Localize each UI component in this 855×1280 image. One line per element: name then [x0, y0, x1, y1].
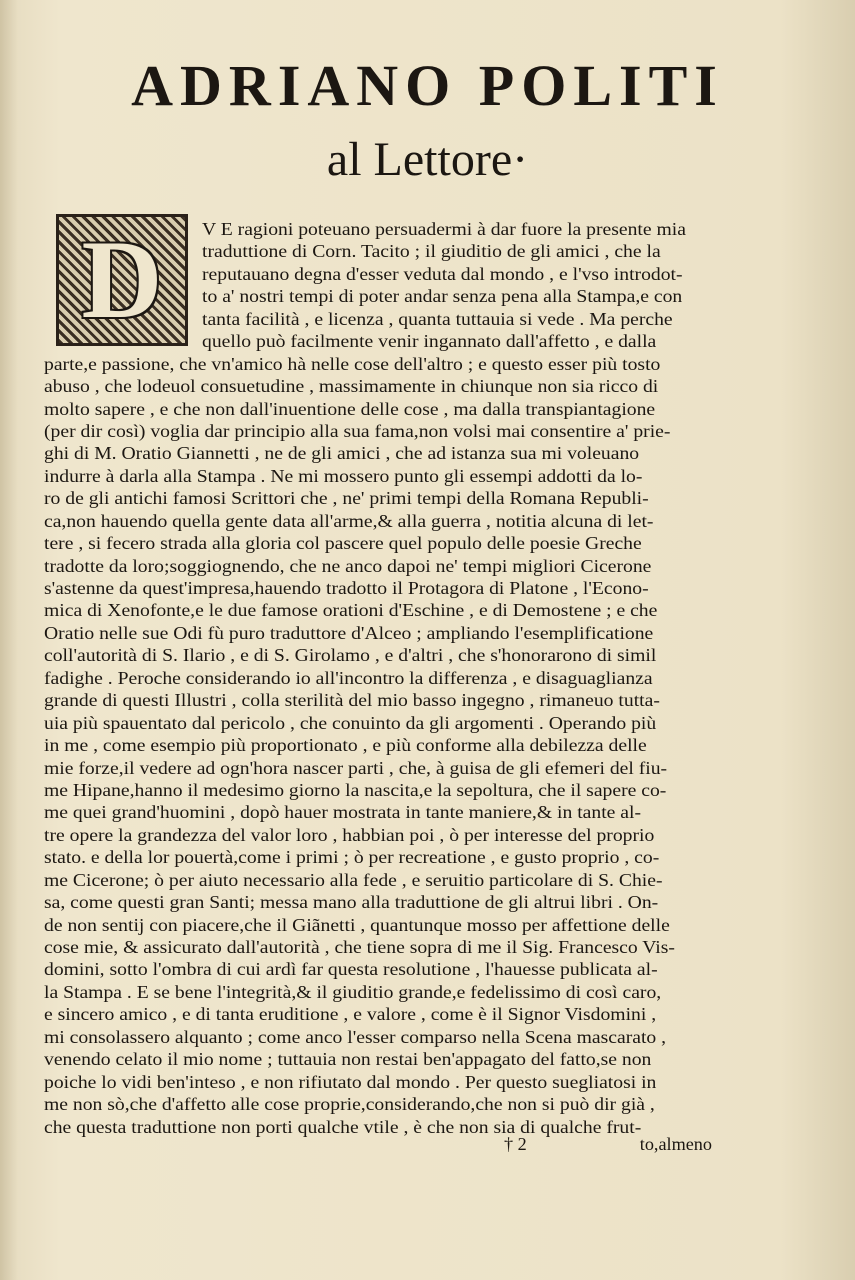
text-line: sa, come questi gran Santi; messa mano alla traduttione de gli altrui libri . On-	[44, 892, 659, 913]
text-line: stato. e della lor pouertà,come i primi ; ò per recreatione , e gusto proprio , co-	[44, 847, 660, 868]
text-line: me Cicerone; ò per aiuto necessario alla fede , e seruitio particolare di S. Chie-	[44, 869, 663, 890]
text-line: molto sapere , e che non dall'inuentione delle cose , ma dalla transpiantagione	[44, 398, 656, 419]
text-line: tere , si fecero strada alla gloria col pascere quel populo delle poesie Greche	[44, 533, 642, 554]
text-line: mie forze,il vedere ad ogn'hora nascer parti , che, à guisa de gli efemeri del fiu-	[44, 757, 668, 778]
text-line: de non sentij con piacere,che il Giãnetti , quantunque mosso per affettione delle	[44, 914, 670, 935]
text-line: V E ragioni poteuano persuadermi à dar fuore la presente mia	[202, 219, 686, 239]
text-line: che questa traduttione non porti qualche vtile , è che non sia di qualche frut-	[44, 1116, 642, 1137]
text-line: cose mie, & assicurato dall'autorità , che tiene sopra di me il Sig. Francesco Vis-	[44, 937, 675, 957]
text-line: fadighe . Peroche considerando io all'incontro la differenza , e disaguaglianza	[44, 667, 653, 688]
text-line: ro de gli antichi famosi Scrittori che , ne' primi tempi della Romana Republi-	[44, 488, 649, 509]
text-line: tradotte da loro;soggiognendo, che ne anco dapoi ne' tempi migliori Cicerone	[44, 555, 652, 576]
text-line: ca,non hauendo quella gente data all'arme,& alla guerra , notitia alcuna di let-	[44, 510, 654, 531]
text-line: la Stampa . E se bene l'integrità,& il giuditio grande,e fedelissimo di così caro,	[44, 981, 662, 1002]
text-line: venendo celato il mio nome ; tuttauia non restai ben'appagato del fatto,se non	[44, 1049, 652, 1070]
text-line: mica di Xenofonte,e le due famose orationi d'Eschine , e di Demostene ; e che	[44, 600, 658, 621]
text-line: grande di questi Illustri , colla sterilità del mio basso ingegno , rimaneuo tutta-	[44, 690, 660, 711]
text-line: me Hipane,hanno il medesimo giorno la nascita,e la sepoltura, che il sapere co-	[44, 779, 667, 800]
text-line: quello può facilmente venir ingannato dall'affetto , e dalla	[202, 331, 657, 352]
page-footer	[44, 1134, 716, 1158]
text-line: ghi di M. Oratio Giannetti , ne de gli amici , che ad istanza sua mi voleuano	[44, 443, 640, 464]
text-line: e sincero amico , e di tanta eruditione , e valore , come è il Signor Visdomini ,	[44, 1004, 657, 1025]
decorated-initial-letter: D	[81, 217, 163, 342]
text-line: reputauano degna d'esser veduta dal mondo , e l'vso introdot-	[202, 263, 683, 284]
text-line: to a' nostri tempi di poter andar senza pena alla Stampa,e con	[202, 286, 683, 307]
text-line: me quei grand'huomini , dopò hauer mostrata in tante maniere,& in tante al-	[44, 802, 642, 823]
text-line: in me , come esempio più proportionato , e più conforme alla debilezza delle	[44, 735, 647, 756]
text-line: domini, sotto l'ombra di cui ardì far questa resolutione , l'hauesse publicata al-	[44, 959, 658, 980]
signature-mark: † 2	[504, 1134, 527, 1154]
text-line: me non sò,che d'affetto alle cose proprie,considerando,che non si può dir già ,	[44, 1094, 655, 1115]
page-title: ADRIANO POLITI	[131, 53, 724, 118]
text-line: parte,e passione, che vn'amico hà nelle cose dell'altro ; e questo esser più tosto	[44, 353, 661, 374]
text-line: abuso , che lodeuol consuetudine , massimamente in chiunque non sia ricco di	[44, 376, 659, 397]
text-line: uia più spauentato dal pericolo , che conuinto da gli argomenti . Operando più	[44, 712, 657, 733]
text-line: coll'autorità di S. Ilario , e di S. Girolamo , e d'altri , che s'honorarono di simil	[44, 645, 657, 666]
text-line: mi consolassero alquanto ; come anco l'esser comparso nella Scena mascarato ,	[44, 1026, 667, 1047]
text-line: traduttione di Corn. Tacito ; il giuditio de gli amici , che la	[202, 241, 661, 262]
text-line: poiche lo vidi ben'inteso , e non rifiutato dal mondo . Per questo suegliatosi in	[44, 1071, 657, 1092]
text-line: (per dir così) voglia dar principio alla sua fama,non volsi mai consentire a' prie-	[44, 420, 671, 441]
text-line: indurre à darla alla Stampa . Ne mi mossero punto gli essempi addotti da lo-	[44, 465, 643, 486]
text-line: tanta facilità , e licenza , quanta tuttauia si vede . Ma perche	[202, 308, 673, 329]
text-line: tre opere la grandezza del valor loro , habbian poi , ò per interesse del proprio	[44, 824, 655, 845]
text-line: Oratio nelle sue Odi fù puro traduttore d'Alceo ; ampliando l'esemplificatione	[44, 622, 654, 643]
text-line: s'astenne da quest'impresa,hauendo tradotto il Protagora di Platone , l'Econo-	[44, 578, 649, 598]
page-subtitle: al Lettore·	[326, 133, 529, 186]
catchword: to,almeno	[639, 1134, 712, 1154]
body-text	[44, 218, 716, 1138]
